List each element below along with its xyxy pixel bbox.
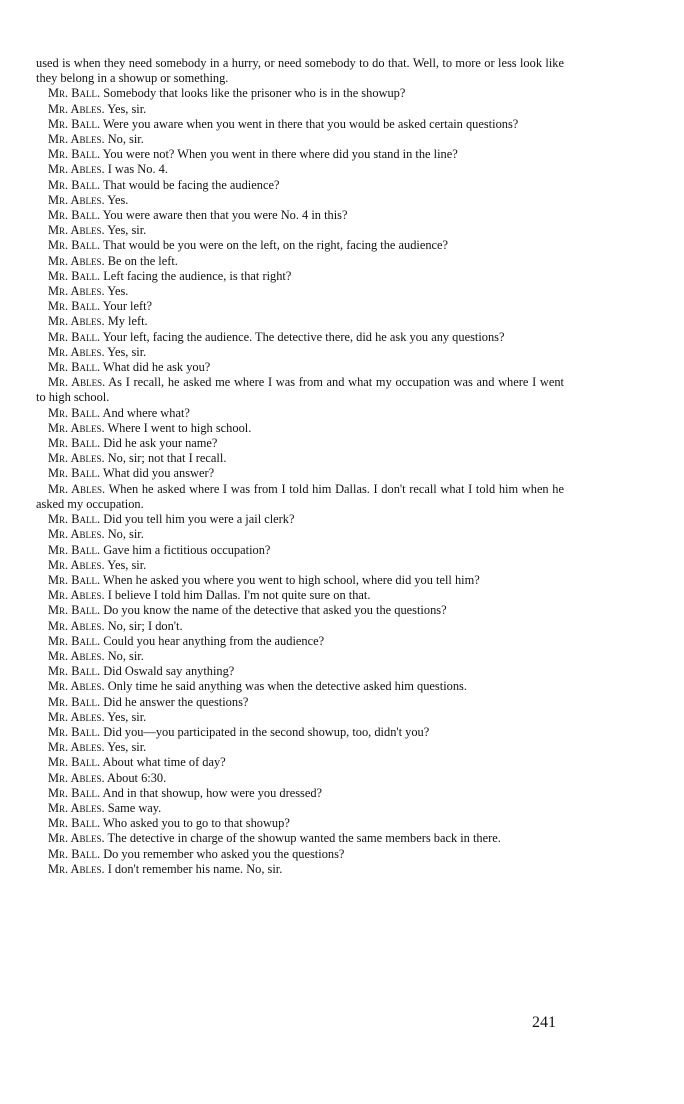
- speech-text: Yes.: [107, 284, 129, 299]
- speech-text: Yes, sir.: [107, 709, 147, 724]
- speech-text: About what time of day?: [102, 755, 226, 770]
- speaker-name: Mr. Ball.: [48, 633, 101, 648]
- speaker-name: Mr. Ball.: [48, 268, 101, 283]
- transcript-paragraph: [36, 831, 564, 846]
- speaker-name: Mr. Ables.: [48, 101, 105, 116]
- transcript-paragraph: [36, 56, 564, 86]
- transcript-paragraph: [36, 573, 564, 588]
- transcript-paragraph: [36, 634, 564, 649]
- speech-text: Yes, sir.: [107, 101, 147, 116]
- transcript-paragraph: [36, 436, 564, 451]
- speaker-name: Mr. Ables.: [48, 861, 105, 876]
- speaker-name: Mr. Ball.: [48, 238, 101, 253]
- speaker-name: Mr. Ball.: [48, 694, 101, 709]
- speaker-name: Mr. Ball.: [48, 846, 101, 861]
- speech-text: Yes, sir.: [107, 740, 147, 755]
- transcript-paragraph: [36, 375, 564, 405]
- transcript-paragraph: [36, 710, 564, 725]
- speaker-name: Mr. Ball.: [48, 466, 101, 481]
- transcript-paragraph: [36, 786, 564, 801]
- speaker-name: Mr. Ables.: [48, 451, 105, 466]
- speech-text: Where I went to high school.: [107, 420, 252, 435]
- speech-text: Do you know the name of the detective that asked you the questions?: [103, 603, 447, 618]
- speech-text: Did Oswald say anything?: [103, 664, 235, 679]
- speech-text: Yes, sir.: [107, 557, 147, 572]
- transcript-paragraph: [36, 512, 564, 527]
- transcript-paragraph: [36, 314, 564, 329]
- transcript-paragraph: [36, 588, 564, 603]
- speech-text: Yes, sir.: [107, 223, 147, 238]
- speaker-name: Mr. Ables.: [48, 132, 105, 147]
- speaker-name: Mr. Ball.: [48, 299, 101, 314]
- speaker-name: Mr. Ables.: [48, 770, 105, 785]
- speaker-name: Mr. Ball.: [48, 436, 101, 451]
- speech-text: Yes.: [107, 192, 129, 207]
- speech-text: Left facing the audience, is that right?: [103, 268, 292, 283]
- speaker-name: Mr. Ables.: [48, 557, 105, 572]
- speech-text: Only time he said anything was when the detective asked him questions.: [107, 679, 467, 694]
- speaker-name: Mr. Ball.: [48, 329, 101, 344]
- speech-text: Your left, facing the audience. The detective there, did he ask you any questions?: [102, 329, 505, 344]
- speech-text: No, sir.: [107, 648, 144, 663]
- speech-text: Gave him a fictitious occupation?: [103, 542, 271, 557]
- speaker-name: Mr. Ball.: [48, 405, 101, 420]
- speaker-name: Mr. Ables.: [48, 527, 105, 542]
- speaker-name: Mr. Ball.: [48, 177, 101, 192]
- speech-text: Same way.: [107, 800, 162, 815]
- transcript-paragraph: [36, 421, 564, 436]
- speech-text: What did he ask you?: [102, 360, 211, 375]
- transcript-paragraph: [36, 847, 564, 862]
- transcript-paragraph: [36, 816, 564, 831]
- transcript-paragraph: [36, 725, 564, 740]
- speech-text: My left.: [107, 314, 148, 329]
- speech-text: Did he ask your name?: [103, 436, 218, 451]
- transcript-paragraph: [36, 771, 564, 786]
- speaker-name: Mr. Ball.: [48, 360, 101, 375]
- speech-text: Did you tell him you were a jail clerk?: [103, 512, 295, 527]
- transcript-paragraph: [36, 740, 564, 755]
- speaker-name: Mr. Ball.: [48, 785, 101, 800]
- speech-text: Somebody that looks like the prisoner who is in the showup?: [103, 86, 406, 101]
- transcript-paragraph: [36, 695, 564, 710]
- transcript-paragraph: [36, 466, 564, 481]
- transcript-paragraph: [36, 406, 564, 421]
- speaker-name: Mr. Ball.: [48, 724, 101, 739]
- speaker-name: Mr. Ables.: [48, 740, 105, 755]
- speaker-name: Mr. Ables.: [48, 481, 106, 496]
- speech-text: You were not? When you went in there where did you stand in the line?: [102, 147, 458, 162]
- speaker-name: Mr. Ables.: [48, 223, 105, 238]
- speaker-name: Mr. Ables.: [48, 679, 105, 694]
- speaker-name: Mr. Ables.: [48, 618, 105, 633]
- transcript-paragraph: [36, 178, 564, 193]
- speech-text: No, sir; I don't.: [107, 618, 183, 633]
- transcript-paragraph: [36, 619, 564, 634]
- speaker-name: Mr. Ables.: [48, 253, 105, 268]
- speech-text: The detective in charge of the showup wanted the same members back in there.: [107, 831, 501, 846]
- speaker-name: Mr. Ball.: [48, 147, 101, 162]
- transcript-paragraph: [36, 482, 564, 512]
- speaker-name: Mr. Ball.: [48, 116, 101, 131]
- transcript-paragraph: [36, 86, 564, 101]
- transcript-paragraph: [36, 254, 564, 269]
- speaker-name: Mr. Ball.: [48, 603, 101, 618]
- speech-text: You were aware then that you were No. 4 in this?: [102, 208, 348, 223]
- speech-text: Your left?: [102, 299, 153, 314]
- speech-text: Were you aware when you went in there that you would be asked certain questions?: [102, 116, 519, 131]
- transcript-paragraph: [36, 223, 564, 238]
- transcript-paragraph: [36, 102, 564, 117]
- speaker-name: Mr. Ball.: [48, 86, 101, 101]
- transcript-paragraph: [36, 862, 564, 877]
- transcript-paragraph: [36, 330, 564, 345]
- transcript-paragraph: [36, 360, 564, 375]
- transcript-paragraph: [36, 345, 564, 360]
- speech-text: I don't remember his name. No, sir.: [107, 861, 283, 876]
- speech-text: What did you answer?: [102, 466, 215, 481]
- speaker-name: Mr. Ables.: [48, 831, 105, 846]
- speaker-name: Mr. Ball.: [48, 208, 101, 223]
- transcript-paragraph: [36, 284, 564, 299]
- speaker-name: Mr. Ables.: [48, 420, 105, 435]
- transcript-paragraph: [36, 162, 564, 177]
- transcript-body: [36, 56, 564, 877]
- transcript-paragraph: [36, 558, 564, 573]
- speech-text: Did you—you participated in the second showup, too, didn't you?: [103, 724, 430, 739]
- speech-text: When he asked you where you went to high school, where did you tell him?: [102, 572, 480, 587]
- speech-text: Yes, sir.: [107, 344, 147, 359]
- speech-text: About 6:30.: [107, 770, 167, 785]
- transcript-paragraph: [36, 649, 564, 664]
- speaker-name: Mr. Ball.: [48, 512, 101, 527]
- speaker-name: Mr. Ables.: [48, 284, 105, 299]
- speaker-name: Mr. Ball.: [48, 572, 101, 587]
- speaker-name: Mr. Ables.: [48, 800, 105, 815]
- transcript-paragraph: [36, 238, 564, 253]
- transcript-paragraph: [36, 801, 564, 816]
- transcript-paragraph: [36, 679, 564, 694]
- speaker-name: Mr. Ables.: [48, 192, 105, 207]
- speech-text: No, sir.: [107, 132, 144, 147]
- speech-text: That would be facing the audience?: [102, 177, 280, 192]
- speaker-name: Mr. Ables.: [48, 162, 105, 177]
- speech-text: Did he answer the questions?: [103, 694, 249, 709]
- transcript-paragraph: [36, 132, 564, 147]
- speech-text: I believe I told him Dallas. I'm not quite sure on that.: [107, 588, 371, 603]
- speaker-name: Mr. Ables.: [48, 314, 105, 329]
- speech-text: Do you remember who asked you the questions?: [103, 846, 345, 861]
- speaker-name: Mr. Ables.: [48, 344, 105, 359]
- speech-text: And in that showup, how were you dressed?: [102, 785, 323, 800]
- speaker-name: Mr. Ables.: [48, 648, 105, 663]
- speech-text: I was No. 4.: [107, 162, 168, 177]
- speaker-name: Mr. Ball.: [48, 664, 101, 679]
- transcript-paragraph: [36, 193, 564, 208]
- speaker-name: Mr. Ables.: [48, 588, 105, 603]
- transcript-paragraph: [36, 208, 564, 223]
- speaker-name: Mr. Ables.: [48, 709, 105, 724]
- transcript-paragraph: [36, 543, 564, 558]
- speaker-name: Mr. Ables.: [48, 375, 106, 390]
- speech-text: And where what?: [102, 405, 190, 420]
- speech-text: That would be you were on the left, on the right, facing the audience?: [102, 238, 449, 253]
- transcript-paragraph: [36, 755, 564, 770]
- speech-text: No, sir; not that I recall.: [107, 451, 227, 466]
- speech-text: used is when they need somebody in a hurry, or need somebody to do that. Well, to more or less look like they belong in a showup or something.: [36, 56, 564, 86]
- speaker-name: Mr. Ball.: [48, 542, 101, 557]
- speech-text: Could you hear anything from the audience?: [103, 633, 325, 648]
- speaker-name: Mr. Ball.: [48, 816, 101, 831]
- transcript-paragraph: [36, 527, 564, 542]
- transcript-paragraph: [36, 299, 564, 314]
- speaker-name: Mr. Ball.: [48, 755, 101, 770]
- transcript-paragraph: [36, 117, 564, 132]
- speech-text: Be on the left.: [107, 253, 178, 268]
- transcript-paragraph: [36, 451, 564, 466]
- speech-text: Who asked you to go to that showup?: [102, 816, 290, 831]
- transcript-paragraph: [36, 269, 564, 284]
- page-number: 241: [532, 1014, 556, 1031]
- transcript-paragraph: [36, 603, 564, 618]
- speech-text: As I recall, he asked me where I was from and what my occupation was and where I went to high school.: [36, 375, 564, 405]
- speech-text: When he asked where I was from I told him Dallas. I don't recall what I told him when he asked my occupation.: [36, 481, 564, 511]
- transcript-paragraph: [36, 147, 564, 162]
- transcript-paragraph: [36, 664, 564, 679]
- speech-text: No, sir.: [107, 527, 144, 542]
